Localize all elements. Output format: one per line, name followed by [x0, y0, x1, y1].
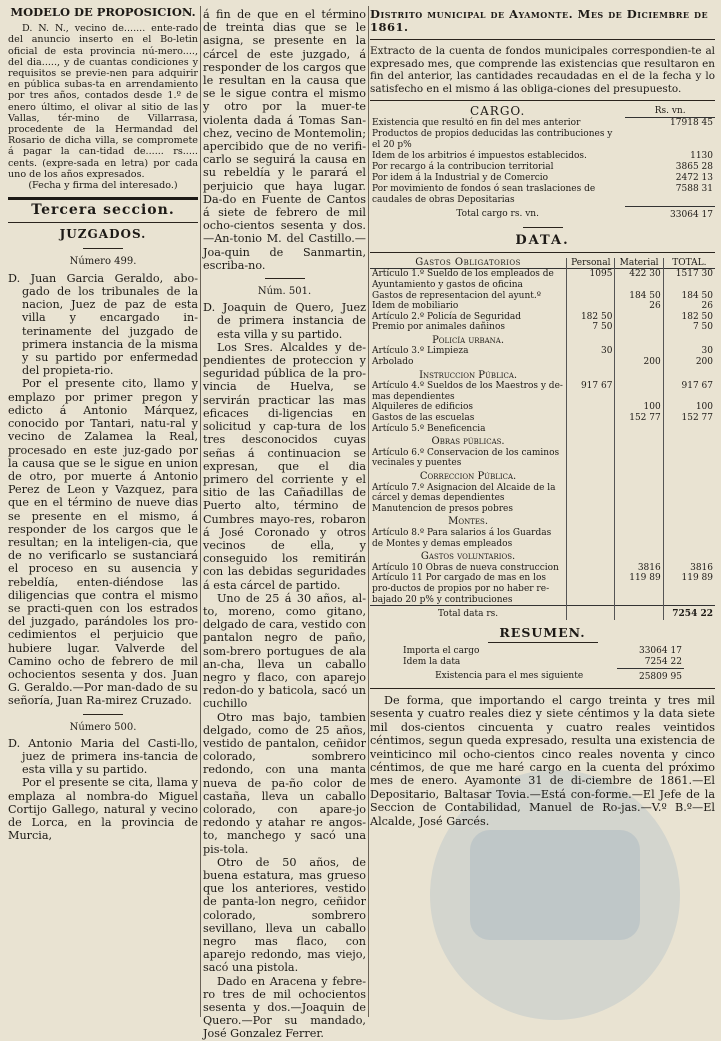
data-total-cell: 152 77: [681, 413, 713, 424]
separator: [370, 252, 715, 253]
data-personal-value: [567, 402, 615, 413]
account-extract: Extracto de la cuenta de fondos municipales correspondien-te al expresado mes, que comprende las existencias que resultaron en fin del anterior, las cantidades recaudadas en el de la fecha y lo satisfecho en el mismo á las obliga-ciones del presupuesto.: [370, 45, 715, 95]
data-section-row: [370, 514, 715, 528]
separator: [370, 100, 715, 101]
notice-500-continued: á fin de que en el término de treinta dias que se le asigna, se presente en la cárcel de este juzgado, á responder de los cargos que le resultan en la causa que se le sigue contra el mismo y otro por la muer-te violenta dada á Tomas San-chez, vecino de Montemolin; apercibido que de no verifi-carlo se seguirá la causa en su rebeldía y le parará el perjuicio que haya lugar. Da-do en Fuente de Cantos á siete de febrero de mil ocho-cientos sesenta y dos.—An-tonio M. del Castillo.—Joa-quin de Sanmartin, escriba-no.: [203, 8, 366, 272]
data-row: [370, 528, 715, 549]
resumen-title: RESUMEN.: [499, 624, 586, 640]
data-rows: [370, 269, 715, 606]
data-cell-empty: [663, 434, 715, 448]
data-row-label: Artículo 1.º Sueldo de los empleados de Ayuntamiento y gastos de oficina: [372, 269, 554, 290]
notice-number-499: Número 499.: [69, 255, 137, 267]
resumen-row: [401, 657, 684, 669]
separator: [265, 278, 305, 279]
data-material-value: [615, 381, 663, 402]
data-material-value: 3816: [615, 563, 663, 574]
data-cell-empty: [615, 549, 663, 563]
resumen-row-value: 33064 17: [638, 645, 682, 656]
cargo-row-label: Existencia que resultó en fin del mes anterior: [372, 117, 581, 128]
cargo-row: [370, 151, 715, 162]
data-cell-empty: [567, 368, 615, 382]
cargo-row-value: 17918 45: [670, 118, 713, 129]
data-personal-value: 917 67: [567, 381, 615, 402]
data-material-value: 184 50: [615, 291, 663, 302]
data-personal-value: [567, 483, 615, 515]
notice-501-heading: D. Joaquin de Quero, Juez de primera instancia de esta villa y su partido.: [203, 301, 366, 341]
data-col-header: Material: [615, 258, 663, 269]
data-material-value: [615, 322, 663, 333]
data-total-cell: 26: [701, 301, 713, 312]
cargo-row-label: Por idem á la Industrial y de Comercio: [372, 173, 549, 184]
data-material-value: 26: [615, 301, 663, 312]
data-total-cell: 200: [695, 357, 713, 368]
notice-501-closing: Dado en Aracena y febre-ro tres de mil ochocientos sesenta y dos.—Joaquin de Quero.—Por su mandado, José Gonzalez Ferrer.: [203, 974, 366, 1041]
data-row: [370, 269, 715, 291]
data-total-cell: 100: [695, 402, 713, 413]
data-personal-value: [567, 413, 615, 424]
data-material-value: [615, 483, 663, 515]
data-material-value: [615, 528, 663, 549]
resumen-total-label: Existencia para el mes siguiente: [435, 671, 584, 682]
data-cell-empty: [615, 514, 663, 528]
notice-number-500: Número 500.: [69, 721, 137, 733]
data-personal-value: [567, 563, 615, 574]
data-cell-empty: [567, 434, 615, 448]
cargo-row: [370, 173, 715, 184]
cargo-row-label: Por recargo á la contribucion territorial: [372, 162, 554, 173]
data-section-row: [370, 434, 715, 448]
cargo-row-label: Productos de propios deducidas las contribuciones y el 20 p%: [372, 129, 613, 151]
resumen-row: [401, 646, 684, 657]
column-divider: [368, 6, 369, 1017]
data-total-cell: 1517 30: [675, 269, 713, 280]
cargo-total-label: Total cargo rs. vn.: [456, 209, 539, 220]
notice-number-501: Núm. 501.: [257, 286, 312, 298]
cargo-row: [370, 129, 715, 151]
data-title: DATA.: [515, 232, 570, 248]
notice-499-heading: D. Juan Garcia Geraldo, abo-gado de los tribunales de la nacion, Juez de paz de esta villa y encargado in-terinamente del juzgado de primera instancia de la misma y su partido por enfermedad del propieta-rio.: [8, 271, 198, 378]
data-row: [370, 424, 715, 435]
column-middle: [203, 0, 366, 1041]
data-total-cell: [663, 448, 715, 469]
model-signature: (Fecha y firma del interesado.): [28, 180, 178, 192]
separator: [8, 197, 198, 200]
data-row-label: Artículo 11 Por cargado de mas en los pro-ductos de propios por no haber re-bajado 20 p% y contribuciones: [372, 573, 550, 605]
model-text: D. N. N., vecino de....... ente-rado del anuncio inserto en el Bo-letin oficial de esta provincia nú-mero...., del dia....., y de cuantas condiciones y requisitos se previe-nen para adquirir en pública subas-ta en arrendamiento por tres años, contados desde 1.º de enero último, el olivar al sitio de las Vallas, tér-mino de Villarrasa, procedente de la Hermandad del Rosario de dicha villa, se compromete á pagar la can-tidad de...... rs..... cents. (expre-sada en letra) por cada uno de los años expresados.: [8, 23, 198, 180]
data-row: [370, 301, 715, 312]
data-row: [370, 381, 715, 402]
cargo-row-label: Por movimiento de fondos ó sean traslaciones de caudales de obras Depositarias: [372, 184, 596, 206]
column-divider: [200, 6, 201, 1017]
data-row-label: Artículo 5.º Beneficencia: [372, 423, 486, 434]
data-total-cell: 917 67: [681, 381, 713, 392]
resumen-row-label: Idem la data: [403, 656, 461, 667]
data-personal-value: [567, 291, 615, 302]
data-row: [370, 291, 715, 302]
data-cell-empty: [567, 333, 615, 347]
notice-500-body: Por el presente se cita, llama y emplaza al nombra-do Miguel Cortijo Gallego, natural y vecino de Lorca, en la provincia de Murcia,: [8, 776, 198, 843]
cargo-row: [370, 118, 715, 130]
data-personal-value: [567, 448, 615, 469]
data-total-cell: [663, 483, 715, 515]
data-table: [370, 258, 715, 620]
data-section-label: Gastos voluntarios.: [420, 551, 516, 563]
data-personal-value: [567, 528, 615, 549]
data-cell-empty: [567, 549, 615, 563]
data-personal-value: [567, 424, 615, 435]
data-section-row: [370, 469, 715, 483]
data-personal-value: 1095: [567, 269, 615, 291]
data-material-value: [615, 448, 663, 469]
separator: [523, 227, 563, 228]
data-material-value: 100: [615, 402, 663, 413]
column-left: [8, 0, 198, 1023]
data-row: [370, 563, 715, 574]
data-material-value: [615, 312, 663, 323]
data-section-label: Obras públicas.: [431, 436, 505, 448]
data-cell-empty: [615, 434, 663, 448]
data-section-label: Correccion Pública.: [419, 471, 517, 483]
section-title: Tercera seccion.: [31, 202, 175, 219]
data-row-label: Artículo 8.º Para salarios á los Guardas de Montes y demas empleados: [372, 527, 552, 549]
district-header: Distrito municipal de Ayamonte. Mes de Diciembre de 1861.: [370, 7, 709, 35]
data-total-cell: 119 89: [681, 573, 713, 584]
cargo-title: CARGO.: [469, 104, 526, 119]
data-row-label: Artículo 7.º Asignacion del Alcaide de la cárcel y demas dependientes Manutencion de presos pobres: [372, 482, 556, 514]
data-row-label: Gastos de representacion del ayunt.º: [372, 290, 541, 301]
data-material-value: [615, 346, 663, 357]
data-cell-empty: [663, 469, 715, 483]
data-section-row: [370, 549, 715, 563]
cargo-unit: Rs. vn.: [625, 106, 715, 118]
data-row-label: Idem de mobiliario: [372, 301, 459, 312]
data-col-header: TOTAL.: [672, 257, 707, 268]
data-row-label: Premio por animales dañinos: [372, 322, 505, 333]
data-personal-value: [567, 357, 615, 368]
data-cell-empty: [567, 469, 615, 483]
data-material-value: 119 89: [615, 573, 663, 605]
cargo-table: [370, 106, 715, 221]
data-cell-empty: [663, 549, 715, 563]
data-cell-empty: [615, 469, 663, 483]
data-material-value: 152 77: [615, 413, 663, 424]
data-material-value: 422 30: [615, 269, 663, 291]
data-col-header: Personal: [567, 258, 615, 269]
cargo-row-value: 2472 13: [675, 173, 713, 184]
data-cell-empty: [567, 514, 615, 528]
data-total-cell: 7 50: [692, 322, 713, 333]
data-row-label: Artículo 2.º Policía de Seguridad: [372, 311, 522, 322]
cargo-total-value: 33064 17: [625, 206, 715, 221]
data-section-label: Instruccion Pública.: [419, 369, 518, 381]
data-row: [370, 357, 715, 368]
notice-501-body: Los Sres. Alcaldes y de-pendientes de proteccion y seguridad pública de la pro-vincia de Huelva, se servirán practicar las mas eficaces di-ligencias en solicitud y cap-tura de los tres desconocidos cuyas señas á continuacion se expresan, que el dia primero del corriente y el sitio de las Cañadillas de Puerto alto, término de Cumbres mayo-res, robaron á José Coronado y otros vecinos de ella, y conseguido los remitirán con las debidas seguridades á esta cárcel de partido.: [203, 340, 366, 592]
separator: [488, 642, 598, 643]
data-personal-value: 182 50: [567, 312, 615, 323]
cargo-row-value: 3865 28: [675, 162, 713, 173]
data-total-label: Total data rs.: [437, 609, 499, 620]
cargo-row: [370, 162, 715, 173]
cargo-row: [370, 184, 715, 206]
data-row-label: Artículo 6.º Conservacion de los caminos vecinales y puentes: [372, 447, 560, 469]
data-section-label: Montes.: [448, 516, 488, 528]
data-row-label: Artículo 3.º Limpieza: [372, 346, 469, 357]
data-cell-empty: [663, 514, 715, 528]
notice-501-suspect-1: Uno de 25 á 30 años, al-to, moreno, como gitano, delgado de cara, vestido con pantalon negro de paño, som-brero portugues de ala an-cha, lleva un caballo negro y flaco, con aparejo redon-do y baticola, sacó un cuchillo: [203, 591, 366, 711]
resumen-table: [401, 646, 684, 683]
data-row: [370, 413, 715, 424]
data-row-label: Artículo 10 Obras de nueva construccion: [372, 562, 559, 573]
data-total-cell: 182 50: [681, 311, 713, 322]
notice-499-body: Por el presente cito, llamo y emplazo por primer pregon y edicto á Antonio Márquez, conocido por Tantari, natu-ral y vecino de Zalamea la Real, procesado en este juz-gado por la causa que se le sigue en union de otro, por muerte á Antonio Perez de Leon y Vazquez, para que en el término de nueve dias se presente en el mismo, á responder de los cargos que le resultan; en la inteligen-cia, que de no verificarlo se sustanciará el proceso en su ausencia y rebeldía, enten-diéndose las diligencias que contra el mismo se practi-quen con los estrados del juzgado, parándoles los pro-cedimientos el perjuicio que hubiere lugar. Valverde del Camino ocho de febrero de mil ochocientos sesenta y dos. Juan G. Geraldo.—Por man-dado de su señoría, Juan Ra-mirez Cruzado.: [8, 377, 198, 708]
data-personal-value: [567, 573, 615, 605]
juzgados-title: JUZGADOS.: [59, 227, 147, 242]
cargo-row-value: 1130: [690, 151, 713, 162]
notice-500-heading: D. Antonio Maria del Casti-llo, juez de primera ins-tancia de esta villa y su partido.: [8, 736, 198, 777]
notice-501-suspect-2: Otro mas bajo, tambien delgado, como de 25 años, vestido de pantalon, ceñidor colorado, sombrero redondo, con una manta nueva de pa-ño color de castaña, lleva un caballo colorado, con apare-jo redondo y atahar re angos-to, manchego y sacó una pis-tola.: [203, 710, 366, 856]
data-row: [370, 346, 715, 357]
column-right: [370, 0, 715, 1023]
data-total-cell: [663, 528, 715, 549]
cargo-row-label: Idem de los arbitrios é impuestos establecidos.: [372, 151, 587, 162]
data-total-cell: 3816: [690, 562, 713, 573]
data-section-row: [370, 333, 715, 347]
data-cell-empty: [615, 368, 663, 382]
data-row-label: Alquileres de edificios: [372, 402, 473, 413]
separator: [370, 39, 715, 40]
data-material-value: 200: [615, 357, 663, 368]
separator: [8, 222, 198, 223]
data-total-cell: [663, 424, 715, 435]
data-cell-empty: [615, 333, 663, 347]
data-cell-empty: [663, 333, 715, 347]
data-total-value: 7254 22: [672, 609, 713, 620]
separator: [83, 248, 123, 249]
data-col-header: Gastos Obligatorios: [415, 256, 521, 268]
cargo-row-value: 7588 31: [675, 184, 713, 195]
separator: [370, 688, 715, 689]
data-cell-empty: [663, 368, 715, 382]
data-row-label: Artículo 4.º Sueldos de los Maestros y de-mas dependientes: [372, 381, 563, 402]
cargo-rows: [370, 118, 715, 207]
data-total-cell: 30: [701, 346, 713, 357]
data-personal-value: [567, 301, 615, 312]
closing-statement: De forma, que importando el cargo treinta y tres mil sesenta y cuatro reales diez y siete céntimos y la data siete mil dos-cientos cincuenta y cuatro reales veintidos céntimos, segun queda expresado, resulta una existencia de veinticinco mil ocho-cientos cinco reales noventa y cinco céntimos, de que me haré cargo en la cuenta del próximo mes de enero. Ayamonte 31 de di-ciembre de 1861.—El Depositario, Baltasar Tovia.—Está con-forme.—El Jefe de la Seccion de Contabilidad, Manuel de Ro-jas.—V.º B.º—El Alcalde, José Garcés.: [370, 693, 715, 828]
data-row: [370, 483, 715, 515]
data-row: [370, 312, 715, 323]
data-row-label: Gastos de las escuelas: [372, 413, 475, 424]
data-material-value: [615, 424, 663, 435]
cargo-row-value: [625, 129, 715, 151]
resumen-row-value: 7254 22: [644, 656, 682, 667]
data-row: [370, 448, 715, 469]
data-total-cell: 184 50: [681, 290, 713, 301]
model-title: MODELO DE PROPOSICION.: [10, 5, 196, 19]
data-section-row: [370, 368, 715, 382]
data-row: [370, 402, 715, 413]
data-section-label: Policía urbana.: [432, 334, 505, 346]
data-personal-value: 7 50: [567, 322, 615, 333]
data-row: [370, 322, 715, 333]
notice-501-suspect-3: Otro de 50 años, de buena estatura, mas grueso que los anteriores, vestido de panta-lon negro, ceñidor colorado, sombrero sevillano, lleva un caballo negro mas flaco, con aparejo redondo, mas viejo, sacó una pistola.: [203, 855, 366, 975]
data-row-label: Arbolado: [372, 357, 414, 368]
resumen-total-value: 25809 95: [617, 668, 684, 683]
separator: [83, 714, 123, 715]
data-personal-value: 30: [567, 346, 615, 357]
data-row: [370, 573, 715, 605]
resumen-row-label: Importa el cargo: [403, 645, 480, 656]
